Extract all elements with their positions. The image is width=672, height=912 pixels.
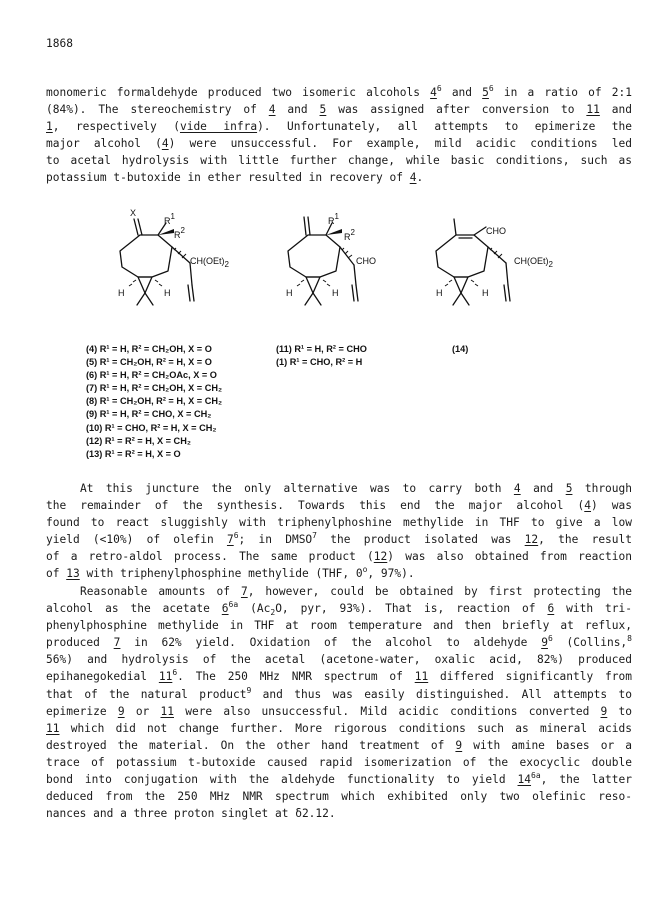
structure-11-1 bbox=[268, 205, 418, 330]
para3-line-1: Reasonable amounts of 7, however, could be obtained by first protecting the bbox=[80, 585, 632, 598]
para3-line-13: deduced from the 250 MHz NMR spectrum which exhibited only two olefinic reso- bbox=[46, 790, 632, 804]
compound-entry: (9) R¹ = H, R² = CHO, X = CH₂ bbox=[86, 409, 212, 420]
para1-line-6: potassium t-butoxide in ether resulted in recovery of 4. bbox=[46, 171, 424, 185]
label-h-right: H bbox=[482, 288, 489, 298]
para3-line-12: bond into conjugation with the aldehyde functionality to yield $14^{6a}$, the latter bbox=[46, 771, 632, 787]
label-r2: $R^2$ bbox=[344, 228, 355, 242]
label-cho: CHO bbox=[486, 226, 506, 236]
para3-line-6: epihanegokedial $11^6$. The 250 MHz NMR spectrum of 11 differed significantly from bbox=[46, 668, 632, 684]
label-cho: CHO bbox=[356, 256, 376, 266]
para1-line-4: major alcohol (4) were unsuccessful. For example, mild acidic conditions led bbox=[46, 137, 632, 151]
para3-line-14: nances and a three proton singlet at δ2.12. bbox=[46, 807, 336, 821]
compound-entry: (5) R¹ = CH₂OH, R² = H, X = O bbox=[86, 357, 212, 368]
label-r2: $R^2$ bbox=[174, 226, 185, 240]
compound-entry: (4) R¹ = H, R² = CH₂OH, X = O bbox=[86, 344, 212, 354]
compound-entry: (12) R¹ = R² = H, X = CH₂ bbox=[86, 435, 191, 446]
para2-line-4: yield (<10%) of olefin $7^6$; in DMSO$^7$ the product isolated was 12, the result bbox=[46, 531, 632, 547]
label-r1: $R^1$ bbox=[328, 212, 339, 226]
paragraph-2 bbox=[46, 480, 632, 583]
label-h-right: H bbox=[332, 288, 339, 298]
para2-line-3: found to react sluggishly with triphenylphoshine methylide in THF to give a low bbox=[46, 516, 632, 530]
compound-list-3 bbox=[452, 343, 468, 356]
compound-entry: (14) bbox=[452, 344, 469, 354]
paragraph-3 bbox=[46, 583, 632, 822]
compound-entry: (7) R¹ = H, R² = CH₂OH, X = CH₂ bbox=[86, 383, 223, 394]
compound-list-1 bbox=[86, 343, 222, 461]
para2-line-6: of 13 with triphenylphosphine methylide (THF, 0$^o$, 97%). bbox=[46, 565, 415, 581]
label-h-right: H bbox=[164, 288, 171, 298]
paragraph-1 bbox=[46, 84, 632, 187]
para2-line-2: the remainder of the synthesis. Towards this end the major alcohol (4) was bbox=[46, 499, 632, 513]
para1-line-1: monomeric formaldehyde produced two isomeric alcohols $4^6$ and $5^6$ in a ratio of 2:1 bbox=[46, 84, 632, 99]
para3-line-11: trace of potassium t-butoxide caused rapid isomerization of the exocyclic double bbox=[46, 755, 632, 769]
label-h-left: H bbox=[118, 288, 125, 298]
compound-entry: (1) R¹ = CHO, R² = H bbox=[276, 357, 363, 368]
para3-line-8: epimerize 9 or 11 were also unsuccessful. Mild acidic conditions converted 9 to bbox=[46, 704, 632, 718]
para1-line-5: to acetal hydrolysis with little further change, while basic conditions, such as bbox=[46, 154, 632, 168]
para3-line-2: alcohol as the acetate $6^{6a}$ ($Ac_2O$, pyr, 93%). That is, reaction of 6 with tri- bbox=[46, 600, 632, 618]
para1-line-3: 1, respectively (vide infra). Unfortunately, all attempts to epimerize the bbox=[46, 120, 632, 134]
label-x: X bbox=[130, 208, 137, 218]
para3-line-4: produced 7 in 62% yield. Oxidation of the alcohol to aldehyde $9^6$ (Collins,$^8$ bbox=[46, 634, 632, 650]
seven-ring-1 bbox=[120, 235, 172, 277]
compound-entry: (6) R¹ = H, R² = CH₂OAc, X = O bbox=[86, 370, 217, 381]
para3-line-7: that of the natural product$^9$ and thus was easily distinguished. All attempts to bbox=[46, 685, 633, 701]
label-h-left: H bbox=[436, 288, 443, 298]
para1-line-2: (84%). The stereochemistry of 4 and 5 was assigned after conversion to 11 and bbox=[46, 103, 632, 117]
page-number: 1868 bbox=[46, 37, 73, 50]
para3-line-5: 56%) and hydrolysis of the acetal (acetone-water, oxalic acid, 82%) produced bbox=[46, 653, 632, 667]
para2-line-5: of a retro-aldol process. The same product (12) was also obtained from reaction bbox=[46, 550, 632, 564]
para3-line-10: destroyed the material. On the other hand treatment of 9 with amine bases or a bbox=[46, 738, 632, 752]
label-r1: $R^1$ bbox=[164, 212, 175, 226]
label-acetal: $CH(OEt)_2$ bbox=[190, 256, 229, 269]
label-h-left: H bbox=[286, 288, 293, 298]
para3-line-3: phenylphosphine methylide in THF at room temperature and then briefly at reflux, bbox=[46, 619, 632, 633]
compound-entry: (13) R¹ = R² = H, X = O bbox=[86, 448, 181, 459]
para3-line-9: 11 which did not change further. More rigorous conditions such as mineral acids bbox=[46, 721, 632, 735]
compound-entry: (8) R¹ = CH₂OH, R² = H, X = CH₂ bbox=[86, 396, 223, 407]
compound-list-2 bbox=[276, 343, 367, 369]
compound-entry: (11) R¹ = H, R² = CHO bbox=[276, 344, 367, 354]
para2-line-1: At this juncture the only alternative was to carry both 4 and 5 through bbox=[80, 482, 632, 495]
compound-entry: (10) R¹ = CHO, R² = H, X = CH₂ bbox=[86, 422, 217, 433]
structure-4-13 bbox=[100, 205, 280, 330]
label-acetal: $CH(OEt)_2$ bbox=[514, 256, 553, 269]
